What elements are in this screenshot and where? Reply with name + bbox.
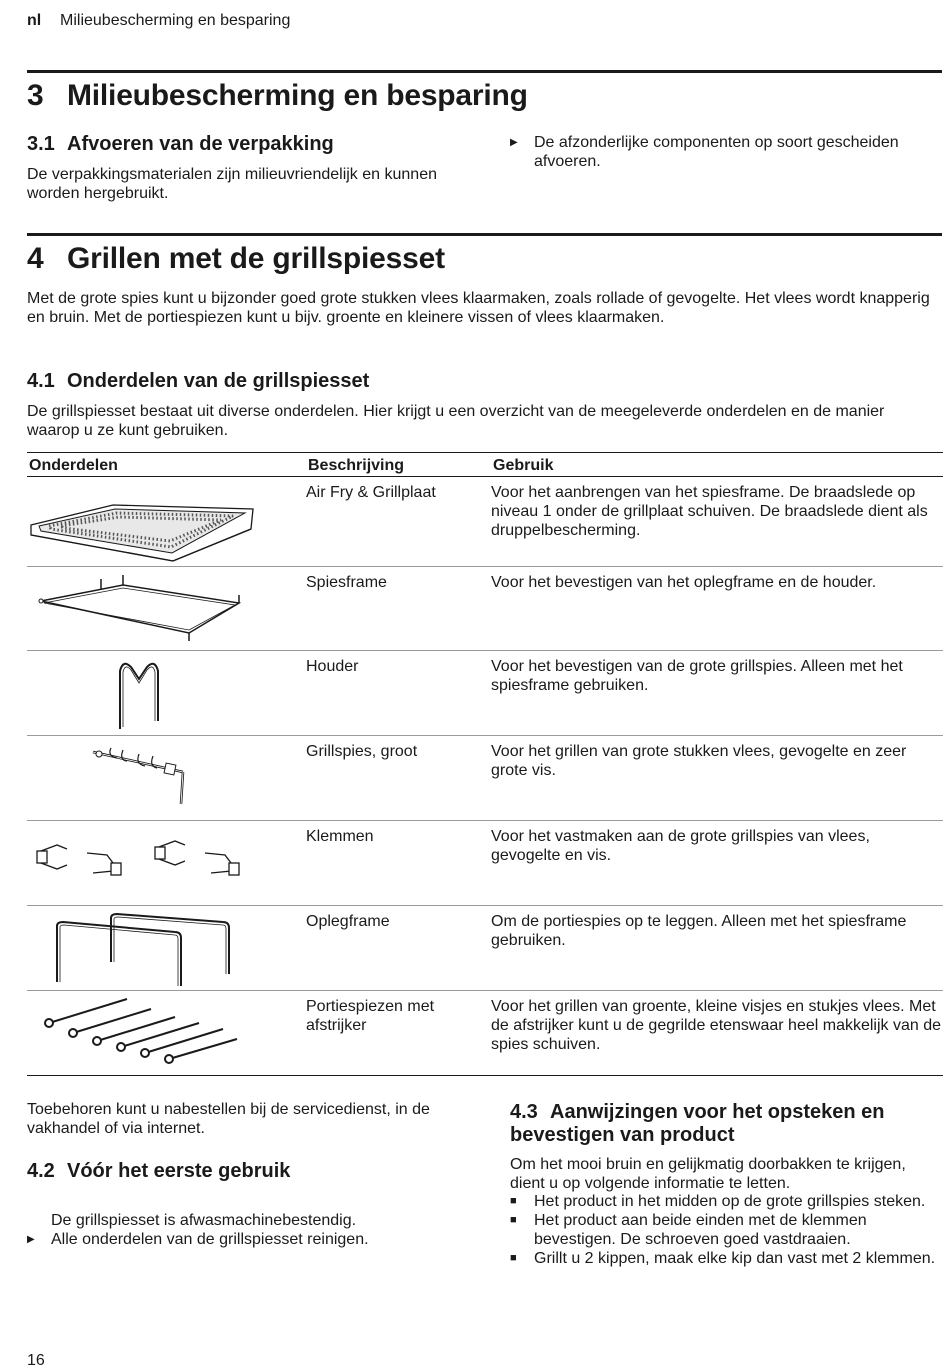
part-image-cell <box>27 477 306 567</box>
part-description: Oplegframe <box>306 906 491 991</box>
bullet-square-icon: ■ <box>510 1214 517 1226</box>
table-row <box>27 821 943 906</box>
section-4-3-text: Om het mooi bruin en gelijkmatig doorbakken te krijgen, dient u op volgende informatie te letten. <box>510 1156 906 1192</box>
part-usage: Om de portiespies op te leggen. Alleen met het spiesframe gebruiken. <box>491 906 943 991</box>
section-4-2-bullet: ▶ Alle onderdelen van de grillspiesset reinigen. <box>27 1231 369 1248</box>
table-header-row <box>27 453 943 477</box>
spit-frame-icon <box>27 573 257 649</box>
column-header: Beschrijving <box>306 453 491 477</box>
part-usage: Voor het bevestigen van het oplegframe en de houder. <box>491 567 943 651</box>
parts-table <box>27 452 943 1076</box>
section-4-1-text: De grillspiesset bestaat uit diverse onderdelen. Hier krijgt u een overzicht van de meegeleverde onderdelen en de manier waarop u ze kunt gebruiken. <box>27 403 885 439</box>
bullet-arrow-icon: ▶ <box>510 137 518 148</box>
section-4-intro: Met de grote spies kunt u bijzonder goed grote stukken vlees klaarmaken, zoals rollade of gevogelte. Het vlees wordt knapperig en bruin. Met de portiespiezen kunt u bijv. groente en kleinere vissen of vlees klaarmaken. <box>27 290 930 326</box>
header-language: nl <box>27 12 42 29</box>
list-item: ■ Het product in het midden op de grote grillspies steken. <box>510 1193 926 1210</box>
page-number: 16 <box>27 1352 45 1369</box>
section-3-heading: 3 Milieubescherming en besparing <box>27 79 528 112</box>
part-image-cell <box>27 567 306 651</box>
table-row <box>27 477 943 567</box>
list-item: ■ Het product aan beide einden met de klemmen bevestigen. De schroeven goed vastdraaien. <box>510 1212 867 1248</box>
part-image-cell <box>27 821 306 906</box>
section-4-3-heading: 4.3 Aanwijzingen voor het opsteken en bevestigen van product <box>510 1101 885 1146</box>
section-3-1-bullet: ▶ De afzonderlijke componenten op soort gescheiden afvoeren. <box>510 134 899 170</box>
section-4-2-result: De grillspiesset is afwasmachinebestendig. <box>51 1212 357 1229</box>
part-usage: Voor het bevestigen van de grote grillspies. Alleen met het spiesframe gebruiken. <box>491 651 943 736</box>
part-usage: Voor het aanbrengen van het spiesframe. De braadslede op niveau 1 onder de grillplaat schuiven. De braadslede dient als druppelbescherming. <box>491 477 943 567</box>
grill-plate-icon <box>27 483 257 563</box>
part-usage: Voor het grillen van grote stukken vlees, gevogelte en zeer grote vis. <box>491 736 943 821</box>
table-row <box>27 991 943 1076</box>
part-image-cell <box>27 736 306 821</box>
column-header: Gebruik <box>491 453 943 477</box>
section-4-3-list <box>510 1192 940 1268</box>
part-description: Houder <box>306 651 491 736</box>
clamps-icon <box>27 827 257 903</box>
table-row <box>27 906 943 991</box>
bullet-square-icon: ■ <box>510 1252 517 1264</box>
list-item: ■ Grillt u 2 kippen, maak elke kip dan vast met 2 klemmen. <box>510 1250 936 1267</box>
table-row <box>27 567 943 651</box>
holder-icon <box>27 657 257 733</box>
support-frame-icon <box>27 912 257 988</box>
section-rule <box>27 233 942 236</box>
section-4-2-heading: 4.2 Vóór het eerste gebruik <box>27 1160 291 1182</box>
header-title: Milieubescherming en besparing <box>60 12 291 29</box>
part-description: Spiesframe <box>306 567 491 651</box>
column-header: Onderdelen <box>27 453 306 477</box>
part-description: Grillspies, groot <box>306 736 491 821</box>
table-row <box>27 736 943 821</box>
part-description: Klemmen <box>306 821 491 906</box>
large-spit-icon <box>27 742 257 818</box>
bullet-arrow-icon: ▶ <box>27 1234 35 1245</box>
part-image-cell <box>27 651 306 736</box>
part-usage: Voor het grillen van groente, kleine visjes en stukjes vlees. Met de afstrijker kunt u de gegrilde etenswaar heel makkelijk van de spies schuiven. <box>491 991 943 1076</box>
section-rule <box>27 70 942 73</box>
part-usage: Voor het vastmaken aan de grote grillspies van vlees, gevogelte en vis. <box>491 821 943 906</box>
section-4-1-heading: 4.1 Onderdelen van de grillspiesset <box>27 370 370 392</box>
section-3-1-heading: 3.1 Afvoeren van de verpakking <box>27 133 334 155</box>
accessories-text: Toebehoren kunt u nabestellen bij de servicedienst, in de vakhandel of via internet. <box>27 1101 430 1137</box>
bullet-square-icon: ■ <box>510 1195 517 1207</box>
part-description: Portiespiezen met afstrijker <box>306 991 491 1076</box>
portion-skewers-icon <box>27 997 257 1073</box>
part-description: Air Fry & Grillplaat <box>306 477 491 567</box>
section-3-1-text: De verpakkingsmaterialen zijn milieuvriendelijk en kunnen worden hergebruikt. <box>27 166 437 202</box>
section-4-heading: 4 Grillen met de grillspiesset <box>27 242 445 275</box>
table-row <box>27 651 943 736</box>
part-image-cell <box>27 906 306 991</box>
part-image-cell <box>27 991 306 1076</box>
